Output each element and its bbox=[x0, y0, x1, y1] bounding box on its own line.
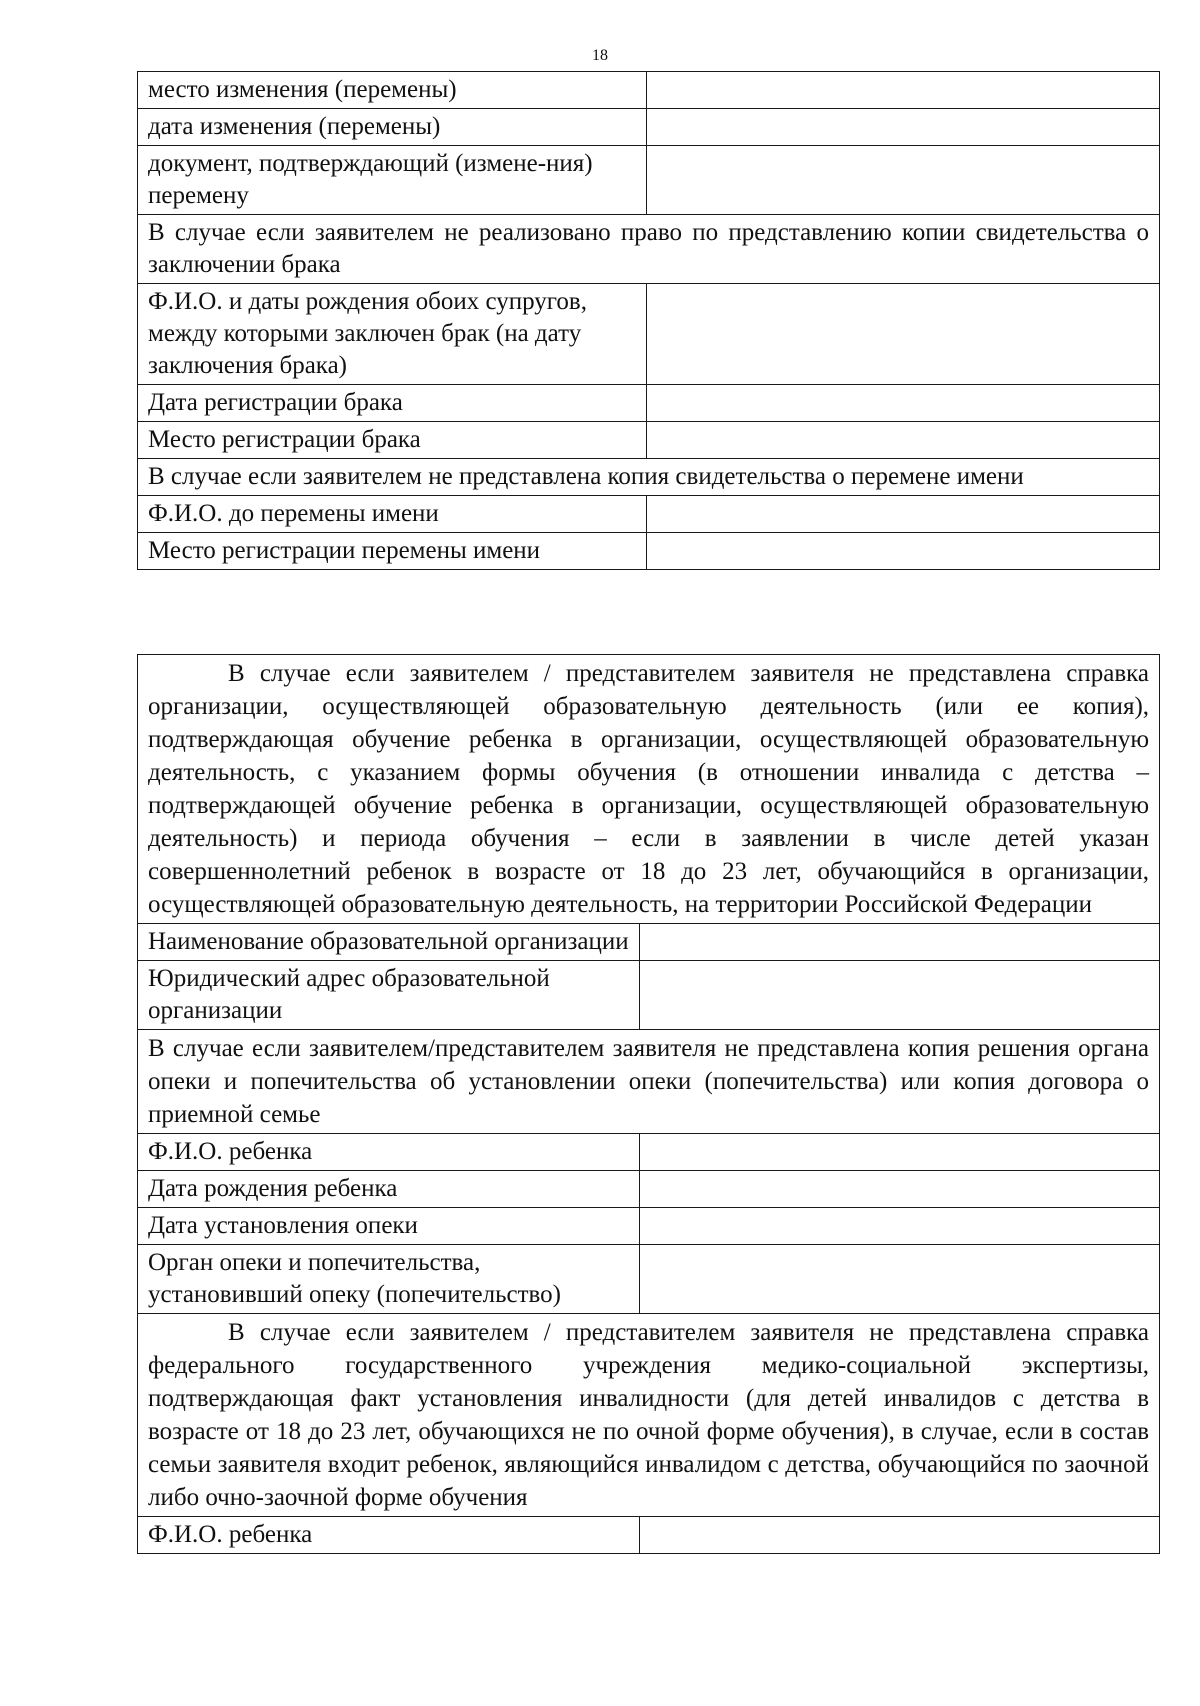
table-row bbox=[138, 1134, 1160, 1171]
field-label: Дата установления опеки bbox=[138, 1208, 640, 1245]
field-value-cell[interactable] bbox=[647, 496, 1160, 533]
field-label: Ф.И.О. и даты рождения обоих супругов, между которыми заключен брак (на дату заключения брака) bbox=[138, 284, 647, 385]
section-title-marriage: В случае если заявителем не реализовано право по представлению копии свидетельства о заключении брака bbox=[138, 215, 1160, 284]
field-label: место изменения (перемены) bbox=[138, 72, 647, 109]
table-row bbox=[138, 1517, 1160, 1554]
field-value-cell[interactable] bbox=[647, 422, 1160, 459]
table-row bbox=[138, 533, 1160, 570]
section-title-guardianship: В случае если заявителем/представителем заявителя не представлена копия решения органа опеки и попечительства об установлении опеки (попечительства) или копия договора о приемной семье bbox=[138, 1030, 1160, 1134]
field-label: Юридический адрес образовательной организации bbox=[138, 961, 640, 1030]
field-label: Наименование образовательной организации bbox=[138, 924, 640, 961]
table-row bbox=[138, 146, 1160, 215]
section-header-row bbox=[138, 459, 1160, 496]
field-label: дата изменения (перемены) bbox=[138, 109, 647, 146]
field-value-cell[interactable] bbox=[647, 72, 1160, 109]
table-row bbox=[138, 385, 1160, 422]
field-value-cell[interactable] bbox=[640, 1208, 1160, 1245]
page-number: 18 bbox=[592, 47, 608, 64]
form-table-2 bbox=[137, 654, 1160, 1554]
table-row bbox=[138, 72, 1160, 109]
field-label: Дата регистрации брака bbox=[138, 385, 647, 422]
field-value-cell[interactable] bbox=[640, 1245, 1160, 1314]
section-header-row bbox=[138, 1030, 1160, 1134]
table-row bbox=[138, 924, 1160, 961]
table-row bbox=[138, 961, 1160, 1030]
table-row bbox=[138, 422, 1160, 459]
field-value-cell[interactable] bbox=[640, 961, 1160, 1030]
field-value-cell[interactable] bbox=[647, 385, 1160, 422]
table-row bbox=[138, 284, 1160, 385]
field-value-cell[interactable] bbox=[640, 1171, 1160, 1208]
field-value-cell[interactable] bbox=[647, 109, 1160, 146]
field-label: Ф.И.О. ребенка bbox=[138, 1517, 640, 1554]
form-table-1 bbox=[137, 71, 1160, 570]
field-label: Дата рождения ребенка bbox=[138, 1171, 640, 1208]
section-title-name-change: В случае если заявителем не представлена копия свидетельства о перемене имени bbox=[138, 459, 1160, 496]
field-label: Ф.И.О. ребенка bbox=[138, 1134, 640, 1171]
field-value-cell[interactable] bbox=[647, 146, 1160, 215]
field-label: Орган опеки и попечительства, установивший опеку (попечительство) bbox=[138, 1245, 640, 1314]
table-row bbox=[138, 1171, 1160, 1208]
table-row bbox=[138, 496, 1160, 533]
field-value-cell[interactable] bbox=[647, 284, 1160, 385]
section-header-row bbox=[138, 1314, 1160, 1517]
field-value-cell[interactable] bbox=[640, 1517, 1160, 1554]
field-label: Место регистрации перемены имени bbox=[138, 533, 647, 570]
section-title-disability: В случае если заявителем / представителем заявителя не представлена справка федерального государственного учреждения медико-социальной экспертизы, подтверждающая факт установления инвалидности (для детей инвалидов с детства в возрасте от 18 до 23 лет, обучающихся не по очной форме обучения), в случае, если в состав семьи заявителя входит ребенок, являющийся инвалидом с детства, обучающийся по заочной либо очно-заочной форме обучения bbox=[138, 1314, 1160, 1517]
section-title-education: В случае если заявителем / представителем заявителя не представлена справка организации, осуществляющей образовательную деятельность (или ее копия), подтверждающая обучение ребенка в организации, осуществляющей образовательную деятельность, с указанием формы обучения (в отношении инвалида с детства – подтверждающей обучение ребенка в организации, осуществляющей образовательную деятельность) и периода обучения – если в заявлении в числе детей указан совершеннолетний ребенок в возрасте от 18 до 23 лет, обучающийся в организации, осуществляющей образовательную деятельность, на территории Российской Федерации bbox=[138, 655, 1160, 924]
field-value-cell[interactable] bbox=[640, 1134, 1160, 1171]
table-row bbox=[138, 109, 1160, 146]
table-row bbox=[138, 1245, 1160, 1314]
section-header-row bbox=[138, 655, 1160, 924]
section-header-row bbox=[138, 215, 1160, 284]
field-value-cell[interactable] bbox=[647, 533, 1160, 570]
field-label: Ф.И.О. до перемены имени bbox=[138, 496, 647, 533]
field-label: Место регистрации брака bbox=[138, 422, 647, 459]
field-value-cell[interactable] bbox=[640, 924, 1160, 961]
table-row bbox=[138, 1208, 1160, 1245]
field-label: документ, подтверждающий (измене-ния) перемену bbox=[138, 146, 647, 215]
